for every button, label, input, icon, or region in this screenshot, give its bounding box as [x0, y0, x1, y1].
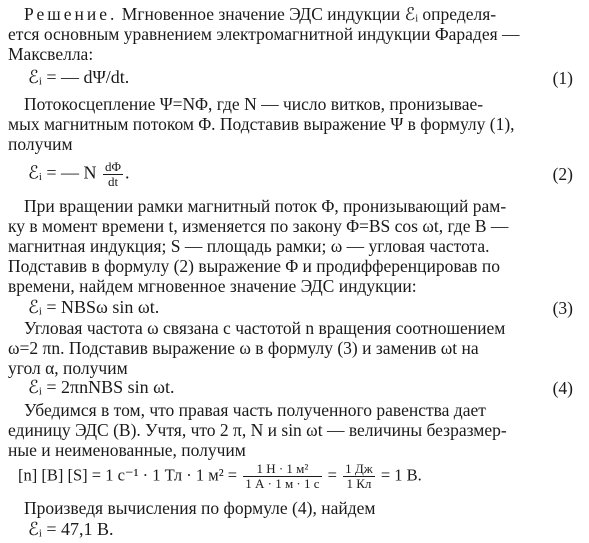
equation-5-fraction-1-denominator: 1 А · 1 м · 1 с [245, 476, 320, 491]
text-line-1 [24, 4, 580, 24]
text-line-5: мых магнитным потоком Φ. Подставив выражение Ψ в формулу (1), [8, 114, 515, 134]
equation-1: ℰᵢ = — dΨ/dt. [28, 67, 130, 87]
text-line-16: единицу ЭДС (В). Учтя, что 2 π, N и sin ωt — величины безразмер- [8, 420, 507, 440]
text-line-15: Убедимся в том, что правая часть полученного равенства дает [24, 400, 486, 420]
text-line-3: Максвелла: [8, 44, 94, 64]
text-line-13: ω=2 πn. Подставив выражение ω в формулу (3) и заменив ωt на [8, 338, 479, 358]
text-line-9: магнитная индукция; S — площадь рамки; ω — угловая частота. [8, 236, 490, 256]
equation-5-fraction-1 [243, 462, 321, 491]
equation-3: ℰᵢ = NBSω sin ωt. [28, 297, 160, 317]
equation-1-number: (1) [552, 68, 573, 88]
equation-2-numerator: dΦ [105, 159, 122, 174]
text-line-8: ку в момент времени t, изменяется по закону Φ=BS cos ωt, где B — [8, 216, 509, 236]
equation-5-fraction-2 [343, 462, 375, 491]
equation-4-number: (4) [552, 378, 573, 398]
text-line-7: При вращении рамки магнитный поток Φ, пронизывающий рам- [24, 196, 507, 216]
equation-5-fraction-1-numerator: 1 Н · 1 м² [243, 462, 321, 477]
text-line-10: Подставив в формулу (2) выражение Φ и продифференцировав по [8, 256, 500, 276]
text-line-12: Угловая частота ω связана с частотой n вращения соотношением [24, 318, 506, 338]
equation-2-tail: . [125, 162, 130, 183]
equation-5-right: = 1 В. [380, 465, 422, 485]
equation-2-number: (2) [552, 164, 573, 184]
text-line-14: угол α, получим [8, 358, 128, 378]
text-line-18: Произведя вычисления по формуле (4), найдем [24, 498, 376, 518]
equation-2 [28, 160, 130, 189]
solution-heading: Решение. [24, 4, 118, 24]
equation-6: ℰᵢ = 47,1 В. [28, 519, 114, 539]
text-line-2: ется основным уравнением электромагнитной индукции Фарадея — [8, 24, 520, 44]
equation-3-number: (3) [552, 298, 573, 318]
equation-5 [18, 462, 422, 491]
equation-2-left: ℰᵢ = — N [28, 162, 97, 183]
equation-5-fraction-2-numerator: 1 Дж [345, 461, 373, 476]
equation-2-denominator: dt [107, 174, 119, 189]
equation-5-left: [n] [B] [S] = 1 с⁻¹ · 1 Тл · 1 м² = [18, 465, 238, 485]
equation-4: ℰᵢ = 2πnNBS sin ωt. [28, 377, 175, 397]
equation-5-fraction-2-denominator: 1 Кл [346, 476, 372, 491]
text-line-17: ные и неименованные, получим [8, 440, 246, 460]
equation-2-fraction [103, 160, 123, 189]
text-line-4: Потокосцепление Ψ=NΦ, где N — число витков, пронизывае- [24, 94, 484, 114]
equation-5-equals: = [327, 465, 337, 485]
text-line-11: времени, найдем мгновенное значение ЭДС индукции: [8, 276, 417, 296]
text-line-6: получим [8, 134, 73, 154]
text-line-1-rest: Мгновенное значение ЭДС индукции ℰᵢ определя- [117, 4, 497, 24]
